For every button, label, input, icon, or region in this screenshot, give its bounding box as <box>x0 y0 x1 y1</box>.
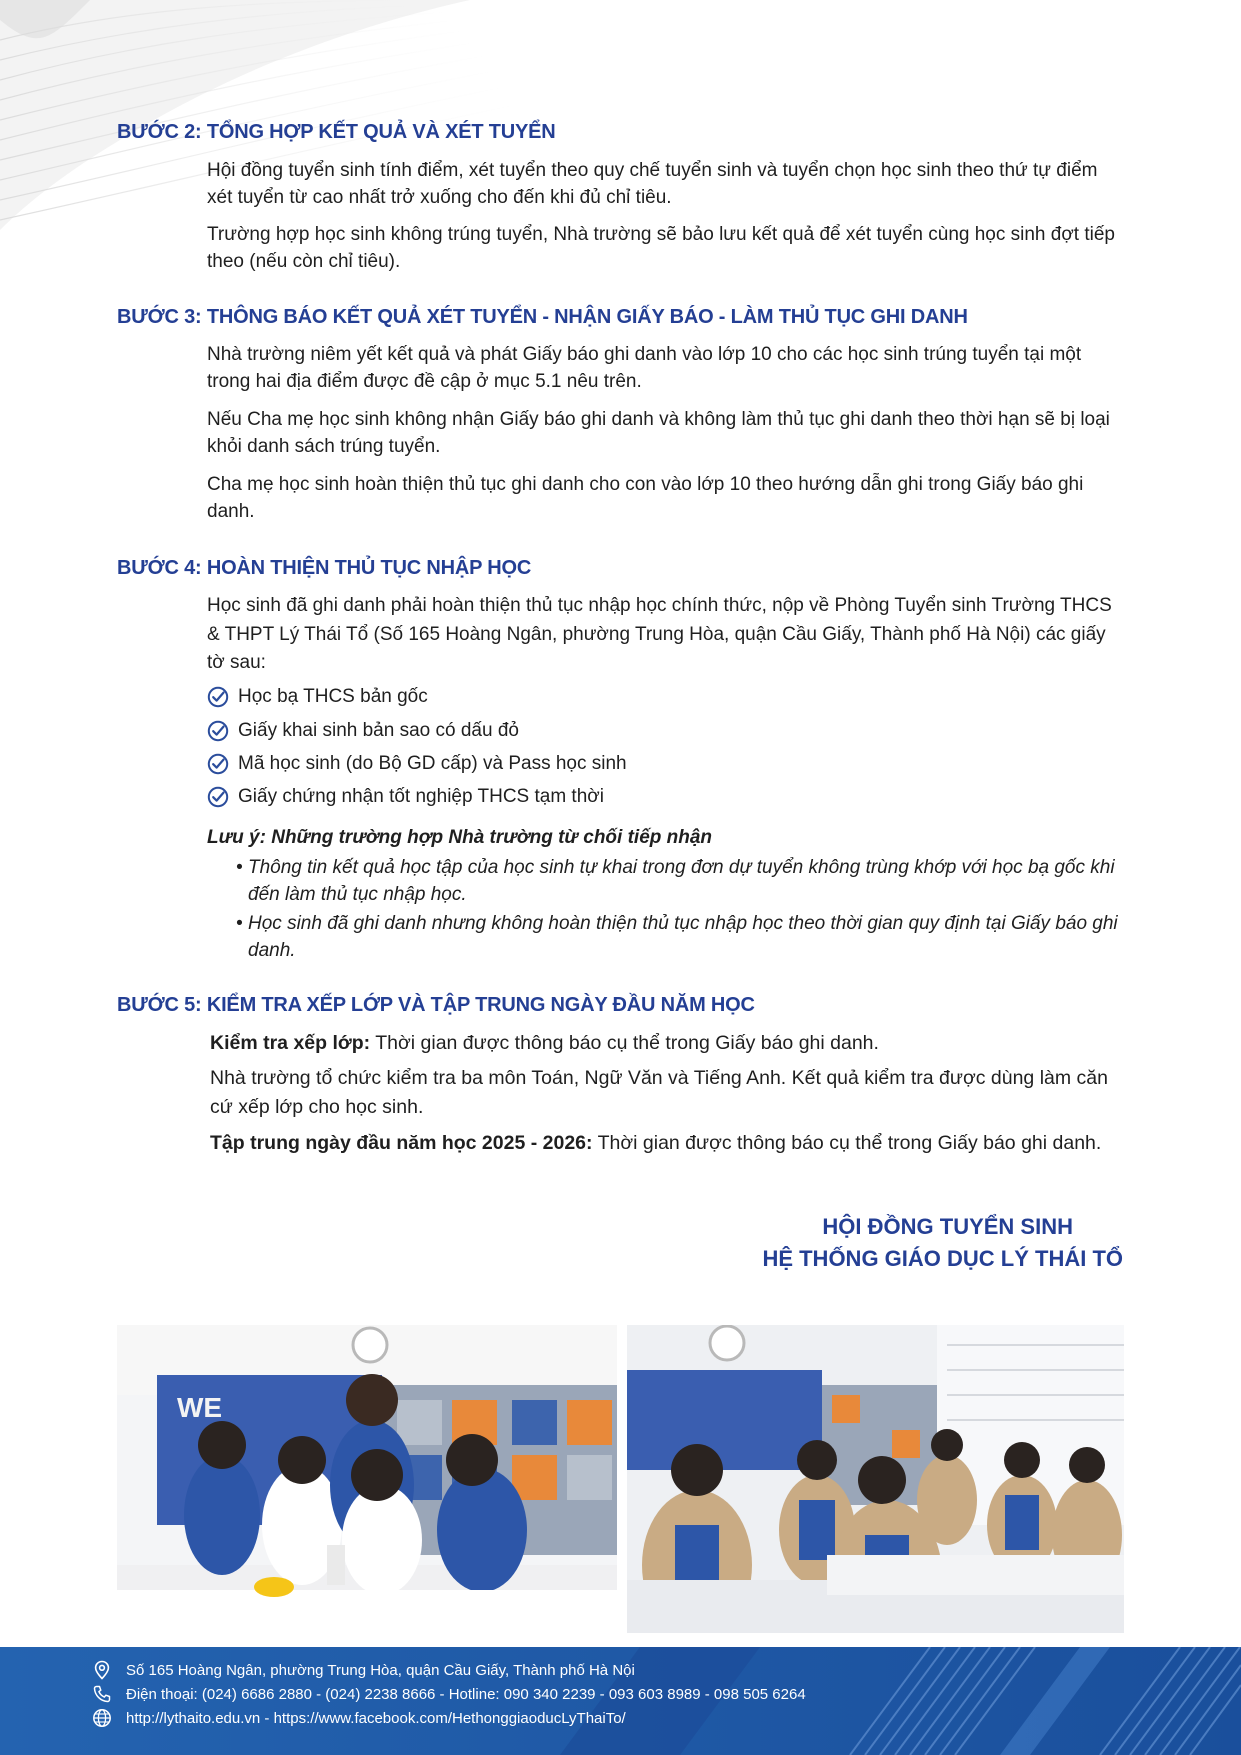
signature-line-1: HỘI ĐỒNG TUYỂN SINH <box>822 1214 1073 1239</box>
footer-web-text[interactable]: http://lythaito.edu.vn - https://www.facebook.com/HethonggiaoducLyThaiTo/ <box>126 1709 626 1727</box>
step5-paragraph-3 <box>210 1129 1122 1158</box>
step5-paragraph-1 <box>210 1029 1122 1058</box>
checklist-label: Học bạ THCS bản gốc <box>238 686 428 707</box>
checklist-label: Giấy khai sinh bản sao có dấu đỏ <box>238 720 519 741</box>
footer-phone-text: Điện thoại: (024) 6686 2880 - (024) 2238 8666 - Hotline: 090 340 2239 - 093 603 8989 - 098 505 6264 <box>126 1685 806 1703</box>
note-item <box>236 910 1122 964</box>
step3-paragraph-2: Nếu Cha mẹ học sinh không nhận Giấy báo ghi danh và không làm thủ tục ghi danh theo thời hạn sẽ bị loại khỏi danh sách trúng tuyển. <box>207 409 1110 457</box>
classroom-photo-right-illustration <box>627 1325 1124 1633</box>
footer-web <box>92 1708 626 1728</box>
note-title: Lưu ý: Những trường hợp Nhà trường từ chối tiếp nhận <box>207 827 713 848</box>
checklist-label: Giấy chứng nhận tốt nghiệp THCS tạm thời <box>238 786 604 807</box>
checklist-label: Mã học sinh (do Bộ GD cấp) và Pass học sinh <box>238 753 627 774</box>
footer-address-text: Số 165 Hoàng Ngân, phường Trung Hòa, quận Cầu Giấy, Thành phố Hà Nội <box>126 1661 635 1679</box>
signature-line-2: HỆ THỐNG GIÁO DỤC LÝ THÁI TỔ <box>762 1246 1123 1271</box>
step4-intro: Học sinh đã ghi danh phải hoàn thiện thủ tục nhập học chính thức, nộp về Phòng Tuyển sinh Trường THCS & THPT Lý Thái Tổ (Số 165 Hoàng Ngân, phường Trung Hòa, quận Cầu Giấy, Thành phố Hà Nội) các giấy tờ sau: <box>207 595 1112 673</box>
note-text: Học sinh đã ghi danh nhưng không hoàn thiện thủ tục nhập học theo thời gian quy định tại Giấy báo ghi danh. <box>248 913 1118 961</box>
step5-p1-label: Kiểm tra xếp lớp: <box>210 1032 371 1054</box>
note-bullet: • <box>236 913 243 934</box>
phone-icon <box>92 1684 112 1704</box>
step3-paragraph-3: Cha mẹ học sinh hoàn thiện thủ tục ghi danh cho con vào lớp 10 theo hướng dẫn ghi trong Giấy báo ghi danh. <box>207 474 1084 522</box>
checklist-item <box>207 684 428 710</box>
classroom-photo-left <box>117 1325 617 1633</box>
step2-paragraph-1: Hội đồng tuyển sinh tính điểm, xét tuyển theo quy chế tuyển sinh và tuyển chọn học sinh theo thứ tự điểm xét tuyển từ cao nhất trở xuống cho đến khi đủ chỉ tiêu. <box>207 160 1098 208</box>
location-pin-icon <box>92 1660 112 1680</box>
check-circle-icon <box>207 686 229 708</box>
photo-board-text: WE <box>177 1392 223 1423</box>
step5-p1-text: Thời gian được thông báo cụ thể trong Giấy báo ghi danh. <box>370 1032 879 1054</box>
footer <box>0 1647 1241 1755</box>
classroom-photo-left-illustration <box>117 1325 617 1633</box>
note-text: Thông tin kết quả học tập của học sinh tự khai trong đơn dự tuyển không trùng khớp với học bạ gốc khi đến làm thủ tục nhập học. <box>248 857 1115 905</box>
step5-heading: BƯỚC 5: KIỂM TRA XẾP LỚP VÀ TẬP TRUNG NGÀY ĐẦU NĂM HỌC <box>117 994 755 1016</box>
step5-p3-text: Thời gian được thông báo cụ thể trong Giấy báo ghi danh. <box>592 1132 1102 1154</box>
step5-p3-label: Tập trung ngày đầu năm học 2025 - 2026: <box>210 1132 593 1154</box>
classroom-photo-right <box>627 1325 1124 1633</box>
step5-paragraph-2: Nhà trường tổ chức kiểm tra ba môn Toán, Ngữ Văn và Tiếng Anh. Kết quả kiểm tra được dùng làm căn cứ xếp lớp cho học sinh. <box>210 1067 1108 1118</box>
step2-paragraph-2: Trường hợp học sinh không trúng tuyển, Nhà trường sẽ bảo lưu kết quả để xét tuyển cùng học sinh đợt tiếp theo (nếu còn chỉ tiêu). <box>207 224 1115 272</box>
note-item <box>236 854 1122 908</box>
step2-heading: BƯỚC 2: TỔNG HỢP KẾT QUẢ VÀ XÉT TUYỂN <box>117 121 556 143</box>
step3-heading: BƯỚC 3: THÔNG BÁO KẾT QUẢ XÉT TUYỂN - NHẬN GIẤY BÁO - LÀM THỦ TỤC GHI DANH <box>117 306 968 328</box>
footer-phone <box>92 1684 806 1704</box>
note-bullet: • <box>236 857 243 878</box>
checklist-item <box>207 784 604 810</box>
step3-paragraph-1: Nhà trường niêm yết kết quả và phát Giấy báo ghi danh vào lớp 10 cho các học sinh trúng tuyển tại một trong hai địa điểm được đề cập ở mục 5.1 nêu trên. <box>207 344 1082 392</box>
checklist-item <box>207 718 519 744</box>
check-circle-icon <box>207 720 229 742</box>
step4-heading: BƯỚC 4: HOÀN THIỆN THỦ TỤC NHẬP HỌC <box>117 557 532 579</box>
check-circle-icon <box>207 786 229 808</box>
footer-address <box>92 1660 635 1680</box>
check-circle-icon <box>207 753 229 775</box>
checklist-item <box>207 751 627 777</box>
globe-icon <box>92 1708 112 1728</box>
